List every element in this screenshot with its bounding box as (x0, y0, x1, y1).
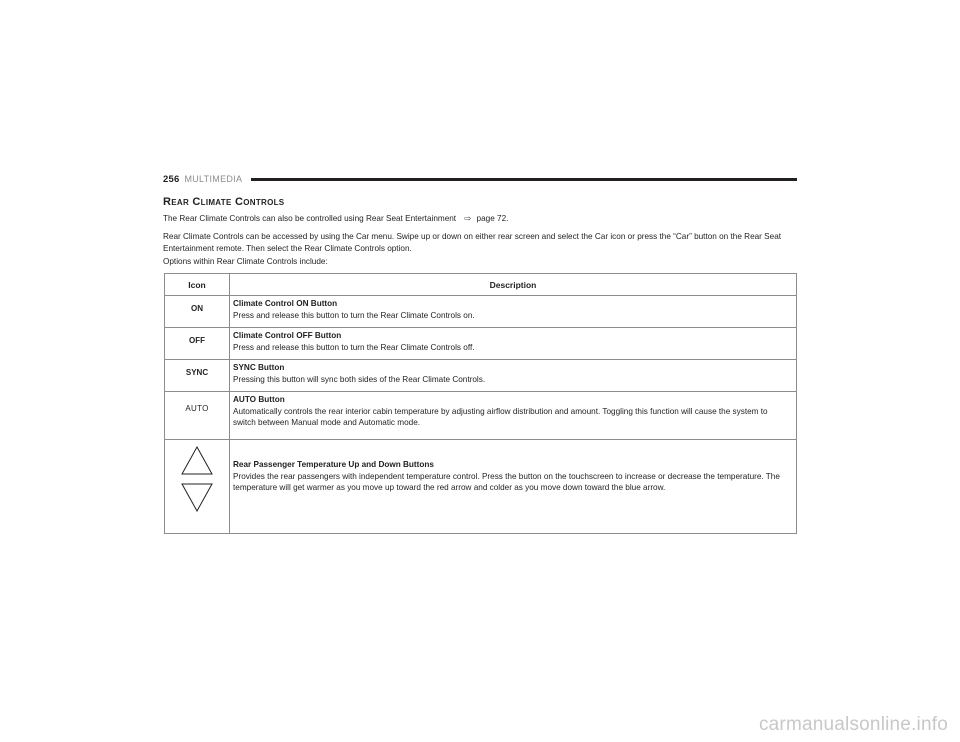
temperature-up-triangle-icon (180, 446, 214, 476)
row-title: Climate Control ON Button (233, 299, 338, 308)
page-header (163, 172, 797, 186)
header-icon: Icon (165, 274, 230, 296)
table-row (165, 328, 797, 360)
section-name: MULTIMEDIA (184, 174, 243, 184)
intro-text: The Rear Climate Controls can also be controlled using Rear Seat Entertainment (163, 214, 457, 223)
watermark: carmanualsonline.info (758, 714, 948, 735)
access-paragraph: Rear Climate Controls can be accessed by using the Car menu. Swipe up or down on either rear screen and select the Car icon or press the “Car” button on the Rear Seat Entertainment remote. Then select the Rear Climate Controls option. (163, 232, 782, 253)
row-description (230, 440, 797, 534)
row-description (230, 392, 797, 440)
intro-paragraph (163, 213, 803, 225)
header-rule (251, 178, 797, 181)
table-row (165, 440, 797, 534)
row-text: Press and release this button to turn the Rear Climate Controls off. (233, 342, 475, 352)
row-description (230, 296, 797, 328)
options-table (164, 273, 797, 534)
section-title: Rear Climate Controls (163, 196, 285, 208)
table-header-row (165, 274, 797, 296)
row-title: SYNC Button (233, 363, 285, 372)
row-description (230, 328, 797, 360)
row-text: Pressing this button will sync both sides of the Rear Climate Controls. (233, 374, 486, 384)
table-row (165, 296, 797, 328)
temperature-arrows-cell (165, 440, 230, 534)
temperature-down-triangle-icon (180, 482, 214, 512)
row-title: Climate Control OFF Button (233, 331, 342, 340)
header-description: Description (230, 274, 797, 296)
row-description (230, 360, 797, 392)
table-row (165, 392, 797, 440)
sync-button-icon: SYNC (165, 360, 230, 392)
row-title: AUTO Button (233, 395, 285, 404)
on-button-icon: ON (165, 296, 230, 328)
page-reference-arrow-icon: ⇨ (464, 214, 472, 223)
row-text: Press and release this button to turn the Rear Climate Controls on. (233, 310, 475, 320)
auto-button-icon: AUTO (165, 392, 230, 440)
page-number: 256 (163, 173, 180, 185)
row-text: Provides the rear passengers with independent temperature control. Press the button on the touchscreen to increase or decrease the temperature. The temperature will get warmer as you move up toward the red arrow and colder as you move down toward the blue arrow. (233, 471, 780, 492)
options-paragraph: Options within Rear Climate Controls include: (163, 257, 328, 266)
page-reference-link[interactable]: page 72. (476, 214, 509, 223)
row-title: Rear Passenger Temperature Up and Down Buttons (233, 460, 434, 469)
off-button-icon: OFF (165, 328, 230, 360)
row-text: Automatically controls the rear interior cabin temperature by adjusting airflow distribution and amount. Toggling this function will cause the system to switch between Manual mode and Automatic mode. (233, 406, 768, 427)
table-row (165, 360, 797, 392)
